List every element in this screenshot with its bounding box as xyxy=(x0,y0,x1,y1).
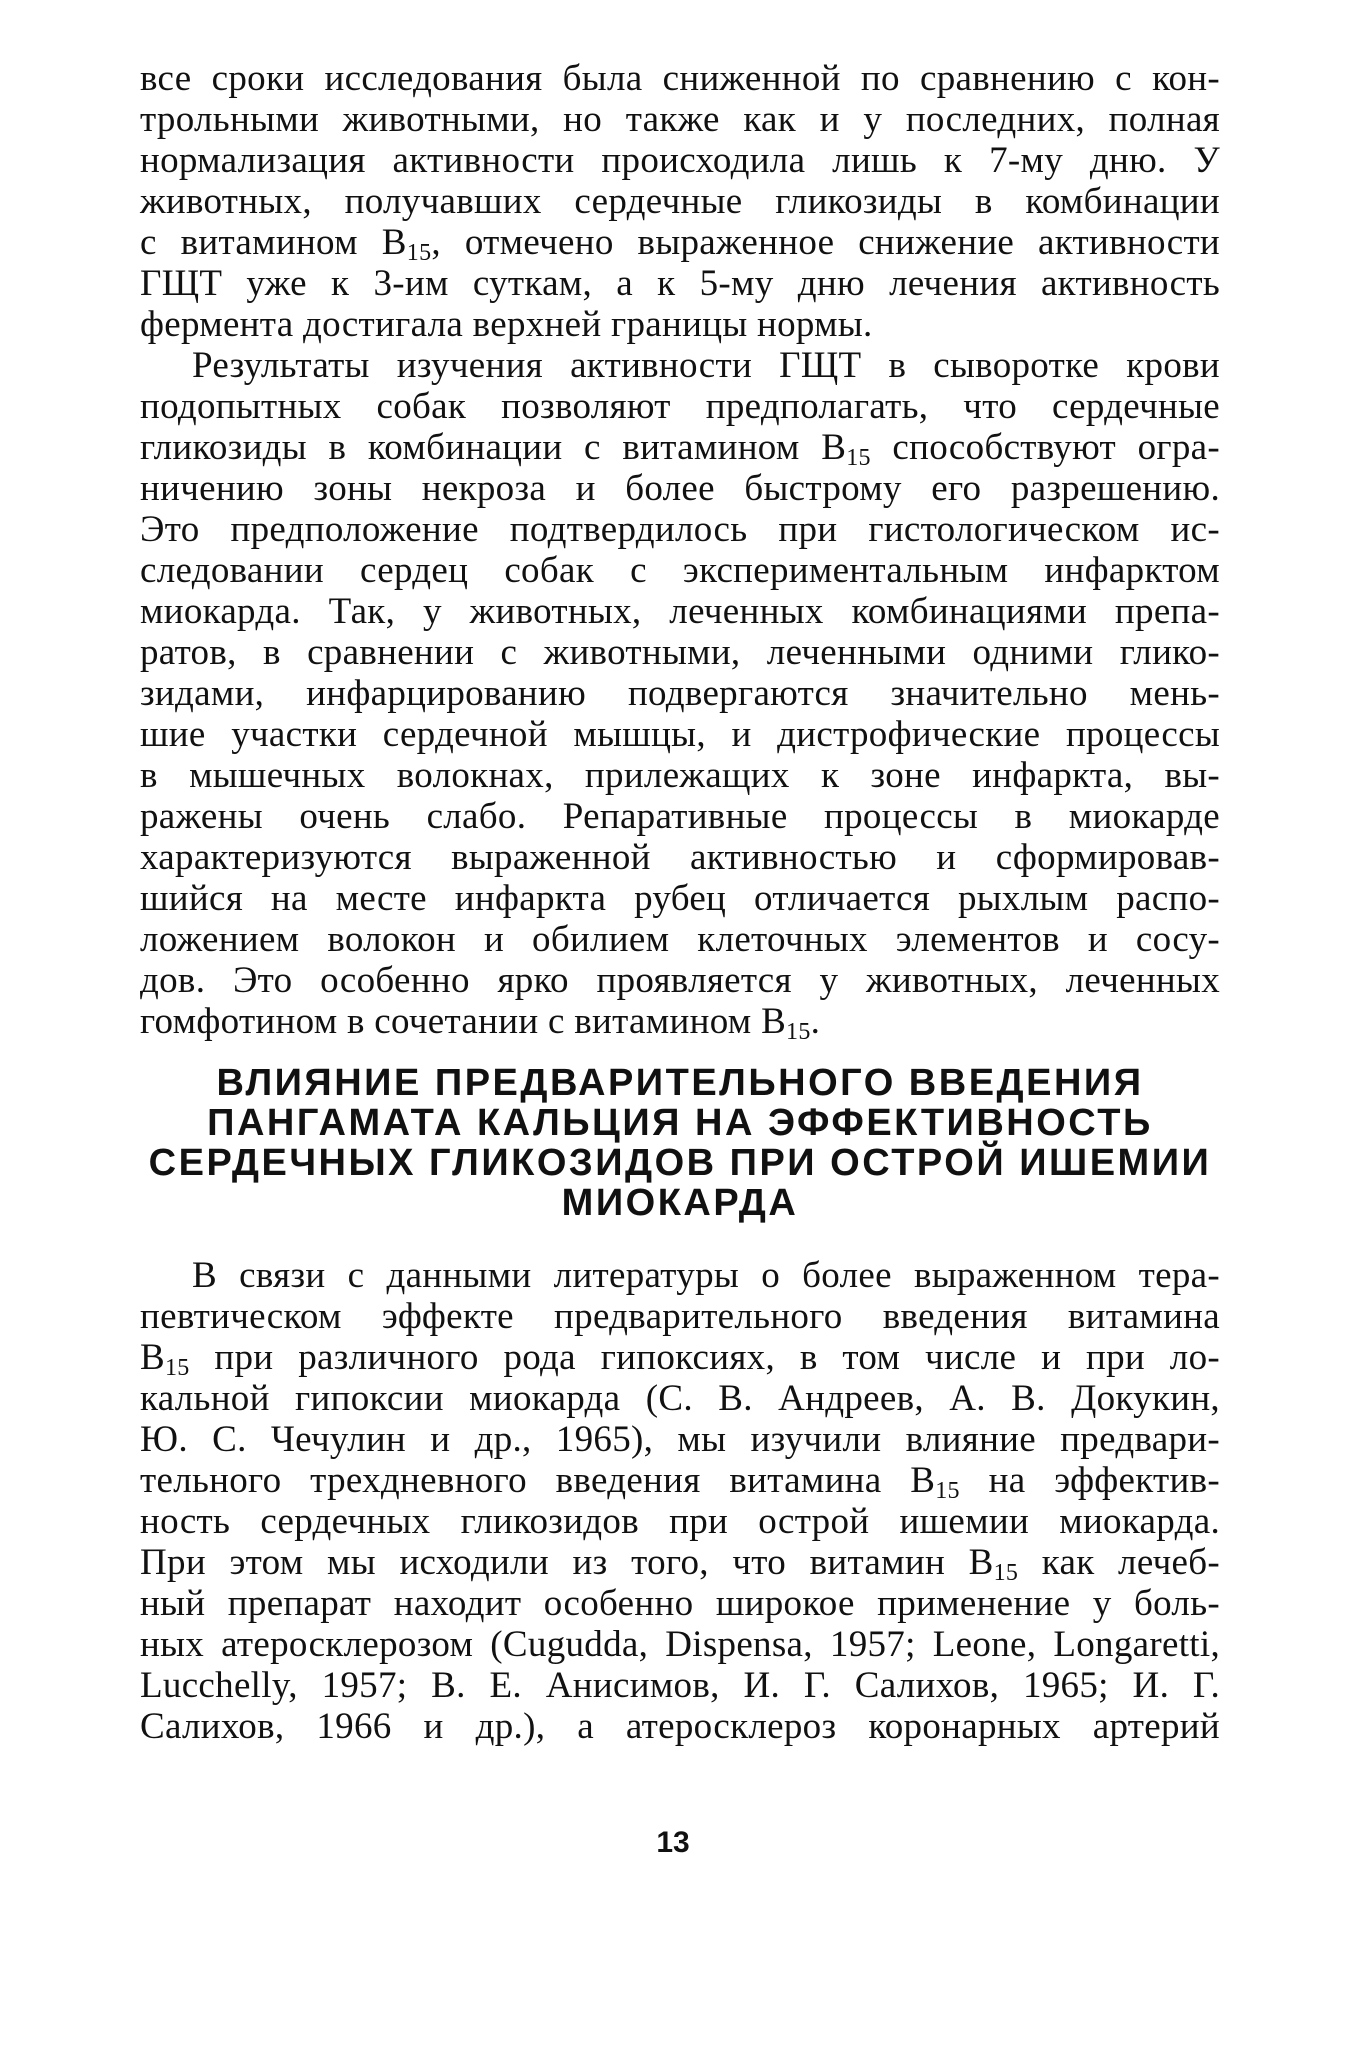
text-line: При этом мы исходили из того, что витамин $B_{15}$ как лечеб- xyxy=(140,1542,1220,1586)
text-line: ность сердечных гликозидов при острой ишемии миокарда. xyxy=(140,1501,1220,1542)
heading-line: МИОКАРДА xyxy=(561,1182,799,1224)
text-line: Lucchelly, 1957; В. Е. Анисимов, И. Г. Салихов, 1965; И. Г. xyxy=(140,1665,1220,1706)
text-line: ложением волокон и обилием клеточных элементов и сосу- xyxy=(140,919,1220,960)
text-line: ГЩТ уже к 3-им суткам, а к 5-му дню лечения активность xyxy=(140,263,1220,304)
heading-line: ПАНГАМАТА КАЛЬЦИЯ НА ЭФФЕКТИВНОСТЬ xyxy=(207,1102,1153,1144)
text-line: гликозиды в комбинации с витамином $B_{15}$ способствуют огра- xyxy=(140,427,1221,471)
page-number: 13 xyxy=(656,1826,690,1859)
text-line: дов. Это особенно ярко проявляется у животных, леченных xyxy=(140,960,1220,1001)
section-heading xyxy=(140,1063,1220,1223)
text-line: зидами, инфарцированию подвергаются значительно мень- xyxy=(140,673,1220,714)
paragraph-intro xyxy=(140,1255,1220,1747)
text-line: ратов, в сравнении с животными, леченными одними глико- xyxy=(140,632,1220,673)
text-line: ничению зоны некроза и более быстрому его разрешению. xyxy=(140,468,1220,509)
text-line: Это предположение подтвердилось при гистологическом ис- xyxy=(140,509,1220,550)
text-line: ных атеросклерозом (Cugudda, Dispensa, 1957; Leone, Longaretti, xyxy=(140,1624,1220,1665)
text-line: животных, получавших сердечные гликозиды в комбинации xyxy=(140,181,1220,222)
text-line: ражены очень слабо. Репаративные процессы в миокарде xyxy=(140,796,1220,837)
text-line: нормализация активности происходила лишь к 7-му дню. У xyxy=(140,140,1220,181)
text-line: Салихов, 1966 и др.), а атеросклероз коронарных артерий xyxy=(140,1706,1220,1747)
text-line: фермента достигала верхней границы нормы. xyxy=(140,304,873,345)
text-line: трольными животными, но также как и у последних, полная xyxy=(140,99,1220,140)
text-line: певтическом эффекте предварительного введения витамина xyxy=(140,1296,1220,1337)
heading-line: СЕРДЕЧНЫХ ГЛИКОЗИДОВ ПРИ ОСТРОЙ ИШЕМИИ xyxy=(148,1142,1212,1184)
text-line: шие участки сердечной мышцы, и дистрофические процессы xyxy=(140,714,1220,755)
text-line: ный препарат находит особенно широкое применение у боль- xyxy=(140,1583,1220,1624)
text-line: шийся на месте инфаркта рубец отличается рыхлым распо- xyxy=(140,878,1220,919)
text-line: Ю. С. Чечулин и др., 1965), мы изучили влияние предвари- xyxy=(140,1419,1220,1460)
text-line: с витамином $B_{15}$, отмечено выраженное снижение активности xyxy=(140,222,1221,266)
heading-line: ВЛИЯНИЕ ПРЕДВАРИТЕЛЬНОГО ВВЕДЕНИЯ xyxy=(216,1062,1144,1104)
text-line: следовании сердец собак с экспериментальным инфарктом xyxy=(140,550,1220,591)
text-line: гомфотином в сочетании с витамином $B_{15}$. xyxy=(140,1001,821,1045)
text-line: все сроки исследования была сниженной по сравнению с кон- xyxy=(140,58,1220,99)
text-line: Результаты изучения активности ГЩТ в сыворотке крови xyxy=(192,345,1220,386)
text-line: В связи с данными литературы о более выраженном тера- xyxy=(192,1255,1220,1296)
text-line: кальной гипоксии миокарда (С. В. Андреев, А. В. Докукин, xyxy=(140,1378,1220,1419)
text-line: подопытных собак позволяют предполагать, что сердечные xyxy=(140,386,1220,427)
text-line: $B_{15}$ при различного рода гипоксиях, в том числе и при ло- xyxy=(140,1337,1220,1381)
text-line: в мышечных волокнах, прилежащих к зоне инфаркта, вы- xyxy=(140,755,1220,796)
paragraph-top xyxy=(140,58,1221,1045)
text-line: характеризуются выраженной активностью и сформировав- xyxy=(140,837,1220,878)
text-line: тельного трехдневного введения витамина $B_{15}$ на эффектив- xyxy=(140,1460,1220,1504)
text-line: миокарда. Так, у животных, леченных комбинациями препа- xyxy=(140,591,1220,632)
